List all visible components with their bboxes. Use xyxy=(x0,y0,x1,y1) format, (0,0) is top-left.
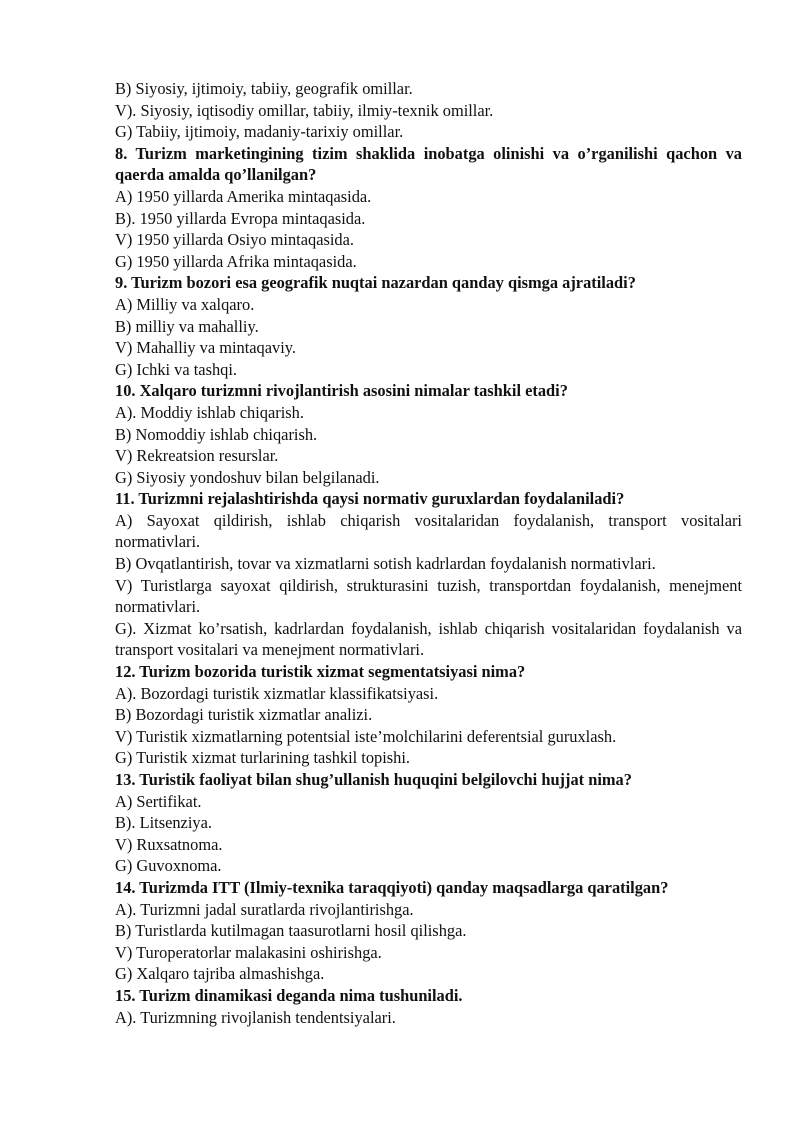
answer-option: A). Moddiy ishlab chiqarish. xyxy=(115,402,304,422)
answer-option: V). Siyosiy, iqtisodiy omillar, tabiiy, ilmiy-texnik omillar. xyxy=(115,100,494,120)
question-heading: 11. Turizmni rejalashtirishda qaysi normativ guruxlardan foydalaniladi? xyxy=(115,489,625,509)
answer-option: A). Turizmning rivojlanish tendentsiyalari. xyxy=(115,1007,396,1027)
answer-option: V) Mahalliy va mintaqaviy. xyxy=(115,338,297,358)
question-heading: 14. Turizmda ITT (Ilmiy-texnika taraqqiyoti) qanday maqsadlarga qaratilgan? xyxy=(115,877,669,897)
answer-option: B) Turistlarda kutilmagan taasurotlarni hosil qilishga. xyxy=(115,921,467,941)
answer-option: V) Turistlarga sayoxat qildirish, strukturasini tuzish, transportdan foydalanish, menejment normativlari. xyxy=(115,575,742,617)
answer-option: V) 1950 yillarda Osiyo mintaqasida. xyxy=(115,230,354,250)
answer-option: G) Siyosiy yondoshuv bilan belgilanadi. xyxy=(115,467,380,487)
answer-option: G) Ichki va tashqi. xyxy=(115,359,237,379)
answer-option: V) Ruxsatnoma. xyxy=(115,834,223,854)
answer-option: V) Turoperatorlar malakasini oshirishga. xyxy=(115,942,382,962)
question-heading: 15. Turizm dinamikasi deganda nima tushuniladi. xyxy=(115,985,463,1005)
answer-option: B). 1950 yillarda Evropa mintaqasida. xyxy=(115,208,366,228)
answer-option: G) Xalqaro tajriba almashishga. xyxy=(115,964,325,984)
answer-option: B) Siyosiy, ijtimoiy, tabiiy, geografik omillar. xyxy=(115,79,413,98)
answer-option: G) Guvoxnoma. xyxy=(115,856,222,876)
answer-option: A) Sertifikat. xyxy=(115,791,202,811)
answer-option: A). Turizmni jadal suratlarda rivojlantirishga. xyxy=(115,899,414,919)
answer-option: V) Rekreatsion resurslar. xyxy=(115,446,279,466)
answer-option: A) Sayoxat qildirish, ishlab chiqarish vositalaridan foydalanish, transport vositalari normativlari. xyxy=(115,510,742,552)
answer-option: B) Bozordagi turistik xizmatlar analizi. xyxy=(115,705,373,725)
answer-option: A) 1950 yillarda Amerika mintaqasida. xyxy=(115,186,372,206)
question-heading: 12. Turizm bozorida turistik xizmat segmentatsiyasi nima? xyxy=(115,662,526,682)
question-heading: 13. Turistik faoliyat bilan shug’ullanish huquqini belgilovchi hujjat nima? xyxy=(115,770,632,789)
question-heading: 10. Xalqaro turizmni rivojlantirish asosini nimalar tashkil etadi? xyxy=(115,381,568,401)
answer-option: V) Turistik xizmatlarning potentsial iste’molchilarini deferentsial guruxlash. xyxy=(115,726,617,746)
answer-option: B). Litsenziya. xyxy=(115,813,212,833)
answer-option: B) Ovqatlantirish, tovar va xizmatlarni sotish kadrlardan foydalanish normativlari. xyxy=(115,554,656,574)
document-page xyxy=(115,78,742,1028)
answer-option: A). Bozordagi turistik xizmatlar klassifikatsiyasi. xyxy=(115,683,439,703)
answer-option: B) milliy va mahalliy. xyxy=(115,316,259,336)
answer-option: G) Tabiiy, ijtimoiy, madaniy-tarixiy omillar. xyxy=(115,122,404,142)
question-heading: 8. Turizm marketingining tizim shaklida inobatga olinishi va o’rganilishi qachon va qaerda amalda qo’llanilgan? xyxy=(115,143,742,185)
answer-option: G) Turistik xizmat turlarining tashkil topishi. xyxy=(115,748,411,768)
answer-option: G) 1950 yillarda Afrika mintaqasida. xyxy=(115,251,357,271)
answer-option: B) Nomoddiy ishlab chiqarish. xyxy=(115,424,318,444)
answer-option: G). Xizmat ko’rsatish, kadrlardan foydalanish, ishlab chiqarish vositalaridan foydalanish va transport vositalari va menejment normativlari. xyxy=(115,618,742,660)
question-heading: 9. Turizm bozori esa geografik nuqtai nazardan qanday qismga ajratiladi? xyxy=(115,273,636,293)
answer-option: A) Milliy va xalqaro. xyxy=(115,294,255,314)
